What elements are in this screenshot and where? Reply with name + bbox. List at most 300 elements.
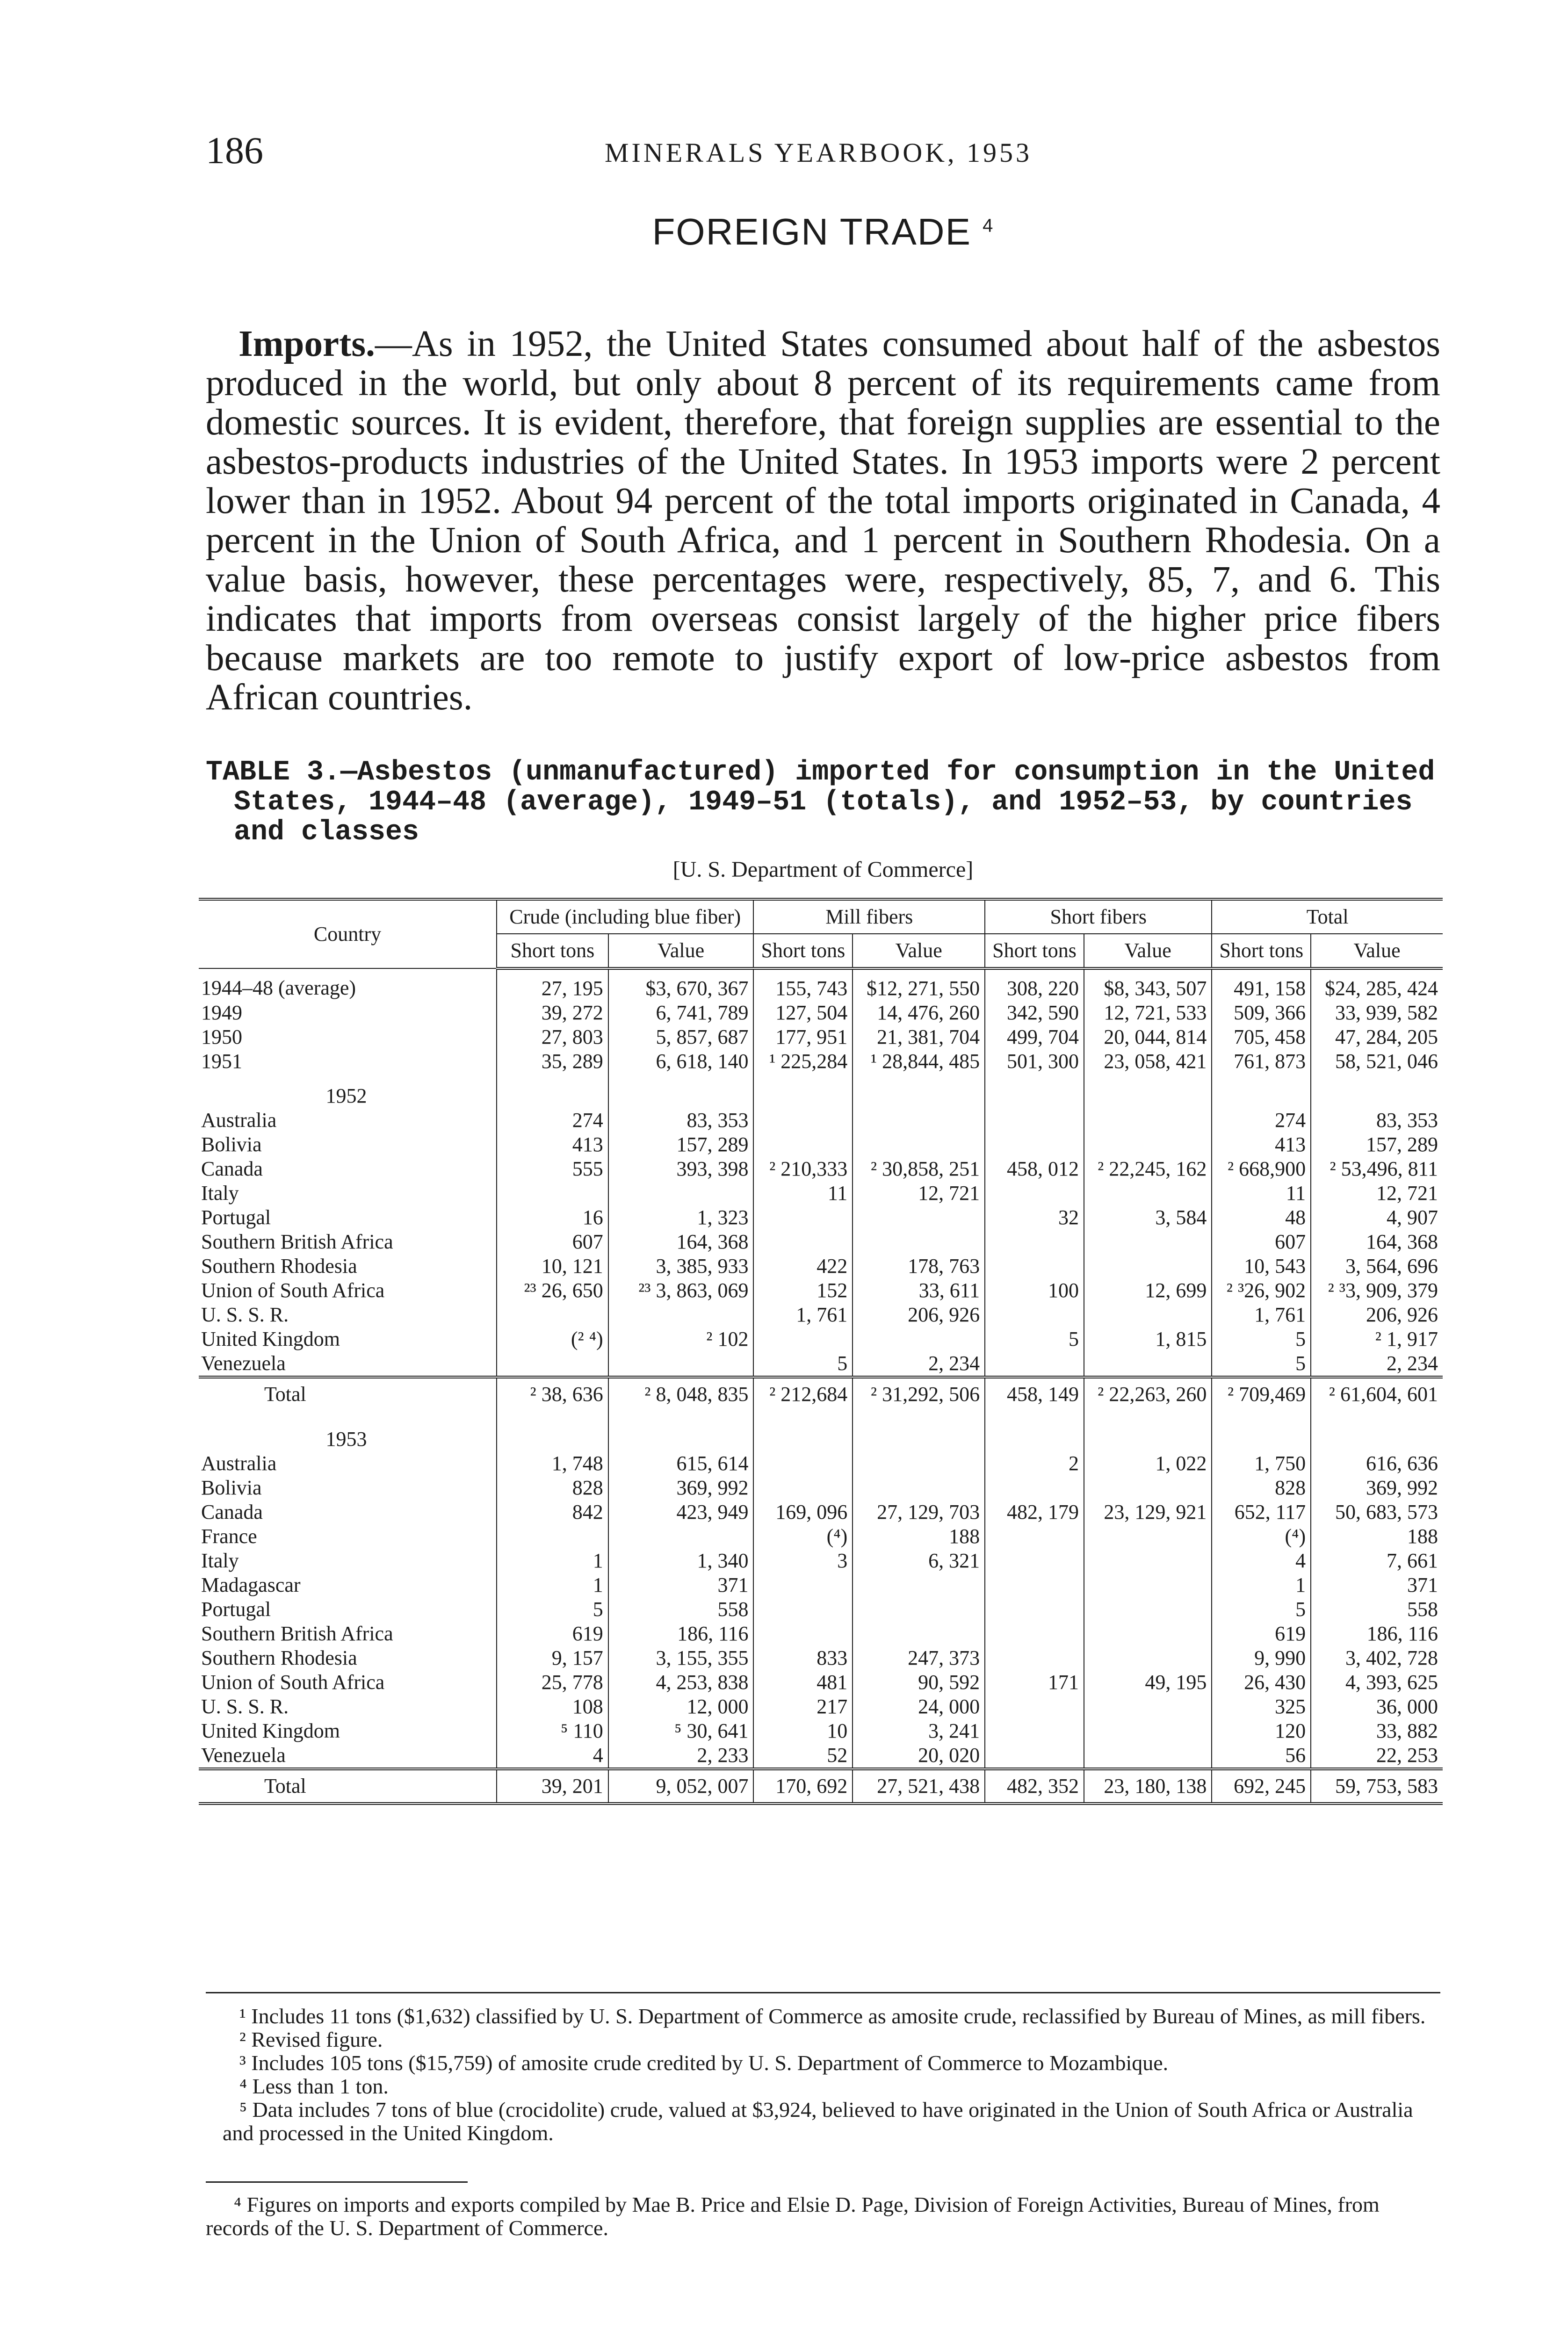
header-value: Value: [1311, 934, 1443, 968]
footnote: ⁴ Less than 1 ton.: [239, 2074, 389, 2098]
value-cell: 491, 158: [1212, 968, 1311, 1001]
value-cell: 274: [1212, 1108, 1311, 1133]
value-cell: 47, 284, 205: [1311, 1025, 1443, 1049]
value-cell: ² ³26, 902: [1212, 1278, 1311, 1303]
value-cell: $12, 271, 550: [853, 968, 985, 1001]
value-cell: 33, 611: [853, 1278, 985, 1303]
value-cell: [1311, 1417, 1443, 1451]
value-cell: 56: [1212, 1743, 1311, 1769]
value-cell: $3, 670, 367: [608, 968, 754, 1001]
country-cell: U. S. S. R.: [201, 1695, 289, 1718]
value-cell: [1084, 1303, 1212, 1327]
value-cell: [853, 1327, 985, 1351]
value-cell: 274: [497, 1108, 608, 1133]
country-cell: Total: [199, 1769, 497, 1804]
value-cell: 393, 398: [608, 1157, 754, 1181]
value-cell: 555: [497, 1157, 608, 1181]
country-cell: Union of South Africa: [201, 1671, 385, 1694]
table-row: [199, 1181, 1443, 1205]
value-cell: ² 709,469: [1212, 1377, 1311, 1410]
value-cell: 217: [753, 1695, 853, 1719]
footnote: ⁵ Data includes 7 tons of blue (crocidolite) crude, valued at $3,924, believed to have originated in the Union of South Africa or Australia and processed in the United Kingdom.: [223, 2098, 1413, 2145]
value-cell: 100: [985, 1278, 1084, 1303]
value-cell: 5, 857, 687: [608, 1025, 754, 1049]
country-cell: Southern British Africa: [201, 1230, 393, 1253]
value-cell: 186, 116: [608, 1622, 754, 1646]
country-cell: Madagascar: [201, 1573, 301, 1596]
value-cell: 23, 180, 138: [1084, 1769, 1212, 1804]
country-cell: 1949: [201, 1001, 242, 1024]
value-cell: [1084, 1695, 1212, 1719]
country-cell: 1944–48 (average): [201, 976, 356, 999]
table-row: [199, 1108, 1443, 1133]
value-cell: 33, 939, 582: [1311, 1001, 1443, 1025]
value-cell: [497, 1181, 608, 1205]
table-row: [199, 1670, 1443, 1695]
value-cell: 413: [497, 1133, 608, 1157]
value-cell: 308, 220: [985, 968, 1084, 1001]
value-cell: ² 61,604, 601: [1311, 1377, 1443, 1410]
country-cell: Southern Rhodesia: [201, 1646, 357, 1669]
header-group-short: Short fibers: [985, 899, 1212, 934]
value-cell: 27, 129, 703: [853, 1500, 985, 1524]
page-number: 186: [206, 129, 263, 172]
value-cell: 48: [1212, 1205, 1311, 1230]
value-cell: 342, 590: [985, 1001, 1084, 1025]
value-cell: 652, 117: [1212, 1500, 1311, 1524]
value-cell: 509, 366: [1212, 1001, 1311, 1025]
value-cell: [853, 1417, 985, 1451]
value-cell: [1084, 1719, 1212, 1743]
value-cell: 2, 233: [608, 1743, 754, 1769]
value-cell: 833: [753, 1646, 853, 1670]
year-group-row: [199, 1417, 1443, 1451]
value-cell: [985, 1549, 1084, 1573]
value-cell: 761, 873: [1212, 1049, 1311, 1074]
value-cell: 482, 179: [985, 1500, 1084, 1524]
value-cell: 1: [497, 1573, 608, 1597]
value-cell: [985, 1695, 1084, 1719]
value-cell: 6, 618, 140: [608, 1049, 754, 1074]
value-cell: 6, 321: [853, 1549, 985, 1573]
value-cell: [985, 1351, 1084, 1377]
value-cell: 705, 458: [1212, 1025, 1311, 1049]
value-cell: 9, 052, 007: [608, 1769, 754, 1804]
value-cell: 52: [753, 1743, 853, 1769]
value-cell: [1084, 1646, 1212, 1670]
value-cell: $8, 343, 507: [1084, 968, 1212, 1001]
value-cell: 23, 129, 921: [1084, 1500, 1212, 1524]
value-cell: 1: [497, 1549, 608, 1573]
value-cell: 50, 683, 573: [1311, 1500, 1443, 1524]
table-row: [199, 1025, 1443, 1049]
value-cell: 3, 402, 728: [1311, 1646, 1443, 1670]
table-row: [199, 1646, 1443, 1670]
table-row: [199, 1133, 1443, 1157]
value-cell: 6, 741, 789: [608, 1001, 754, 1025]
value-cell: 90, 592: [853, 1670, 985, 1695]
value-cell: [985, 1230, 1084, 1254]
value-cell: 481: [753, 1670, 853, 1695]
value-cell: [985, 1524, 1084, 1549]
section-heading: [206, 210, 1440, 253]
value-cell: [753, 1451, 853, 1476]
intro-text: —As in 1952, the United States consumed about half of the asbestos produced in the world, but only about 8 percent of its requirements came from domestic sources. It is evident, therefore, that foreign supplies are essential to the asbestos-products industries of the United States. In 1953 imports were 2 percent lower than in 1952. About 94 percent of the total imports originated in Canada, 4 percent in the Union of South Africa, and 1 percent in Southern Rhodesia. On a value basis, however, these percentages were, respectively, 85, 7, and 6. This indicates that imports from overseas consist largely of the higher price fibers because markets are too remote to justify export of low-price asbestos from African countries.: [206, 324, 1440, 718]
value-cell: [853, 1476, 985, 1500]
value-cell: 12, 699: [1084, 1278, 1212, 1303]
value-cell: [985, 1622, 1084, 1646]
page-footnote-text: ⁴ Figures on imports and exports compiled by Mae B. Price and Elsie D. Page, Division of Foreign Activities, Bureau of Mines, from records of the U. S. Department of Commerce.: [206, 2193, 1380, 2240]
value-cell: 155, 743: [753, 968, 853, 1001]
country-cell: U. S. S. R.: [201, 1303, 289, 1326]
table-row: [199, 1327, 1443, 1351]
value-cell: [853, 1205, 985, 1230]
value-cell: [1084, 1108, 1212, 1133]
value-cell: 39, 272: [497, 1001, 608, 1025]
value-cell: [985, 1476, 1084, 1500]
value-cell: [608, 1524, 754, 1549]
value-cell: 21, 381, 704: [853, 1025, 985, 1049]
value-cell: [985, 1181, 1084, 1205]
country-cell: United Kingdom: [201, 1328, 340, 1350]
spacer-cell: [853, 1410, 985, 1417]
value-cell: 120: [1212, 1719, 1311, 1743]
footnote-rule: [206, 1992, 1440, 1993]
value-cell: 619: [1212, 1622, 1311, 1646]
value-cell: 4, 253, 838: [608, 1670, 754, 1695]
table-row: [199, 1622, 1443, 1646]
value-cell: 1, 323: [608, 1205, 754, 1230]
value-cell: [985, 1417, 1084, 1451]
value-cell: [753, 1476, 853, 1500]
value-cell: 2: [985, 1451, 1084, 1476]
value-cell: [753, 1622, 853, 1646]
country-cell: Venezuela: [201, 1352, 286, 1375]
value-cell: 423, 949: [608, 1500, 754, 1524]
running-head: [206, 129, 1431, 180]
value-cell: 2, 234: [853, 1351, 985, 1377]
spacer-cell: [753, 1410, 853, 1417]
value-cell: 1, 815: [1084, 1327, 1212, 1351]
value-cell: 164, 368: [1311, 1230, 1443, 1254]
table-source: [U. S. Department of Commerce]: [672, 857, 974, 882]
value-cell: [1311, 1074, 1443, 1108]
value-cell: 482, 352: [985, 1769, 1084, 1804]
value-cell: 27, 195: [497, 968, 608, 1001]
value-cell: [1084, 1254, 1212, 1278]
value-cell: 607: [497, 1230, 608, 1254]
value-cell: [1084, 1133, 1212, 1157]
table-row: [199, 1451, 1443, 1476]
value-cell: [985, 1303, 1084, 1327]
value-cell: [1084, 1417, 1212, 1451]
footnote: ¹ Includes 11 tons ($1,632) classified by U. S. Department of Commerce as amosite crude, reclassified by Bureau of Mines, as mill fibers.: [239, 2004, 1426, 2028]
value-cell: 692, 245: [1212, 1769, 1311, 1804]
value-cell: 371: [608, 1573, 754, 1597]
value-cell: 1, 761: [753, 1303, 853, 1327]
table-row: [199, 1597, 1443, 1622]
value-cell: [985, 1743, 1084, 1769]
value-cell: 83, 353: [608, 1108, 754, 1133]
value-cell: 3: [753, 1549, 853, 1573]
value-cell: 3, 564, 696: [1311, 1254, 1443, 1278]
total-row: [199, 1769, 1443, 1804]
total-row: [199, 1377, 1443, 1410]
value-cell: 828: [1212, 1476, 1311, 1500]
value-cell: 5: [1212, 1327, 1311, 1351]
value-cell: 20, 020: [853, 1743, 985, 1769]
value-cell: 501, 300: [985, 1049, 1084, 1074]
running-title: MINERALS YEARBOOK, 1953: [604, 137, 1033, 168]
year-group-row: [199, 1074, 1443, 1108]
value-cell: 2, 234: [1311, 1351, 1443, 1377]
value-cell: [753, 1573, 853, 1597]
value-cell: 3, 155, 355: [608, 1646, 754, 1670]
value-cell: [1084, 1743, 1212, 1769]
value-cell: 24, 000: [853, 1695, 985, 1719]
table-row: [199, 1049, 1443, 1074]
value-cell: ² 668,900: [1212, 1157, 1311, 1181]
header-short-tons: Short tons: [753, 934, 853, 968]
value-cell: 12, 000: [608, 1695, 754, 1719]
spacer-cell: [199, 1410, 497, 1417]
value-cell: [608, 1074, 754, 1108]
value-cell: [1212, 1417, 1311, 1451]
value-cell: 828: [497, 1476, 608, 1500]
value-cell: 1, 748: [497, 1451, 608, 1476]
value-cell: 3, 241: [853, 1719, 985, 1743]
country-cell: Bolivia: [201, 1133, 262, 1156]
section-heading-text: FOREIGN TRADE: [652, 211, 971, 253]
value-cell: [1084, 1181, 1212, 1205]
value-cell: 157, 289: [608, 1133, 754, 1157]
value-cell: [753, 1074, 853, 1108]
value-cell: 458, 149: [985, 1377, 1084, 1410]
value-cell: 39, 201: [497, 1769, 608, 1804]
value-cell: 27, 521, 438: [853, 1769, 985, 1804]
value-cell: [1084, 1476, 1212, 1500]
value-cell: ² 8, 048, 835: [608, 1377, 754, 1410]
header-group-mill: Mill fibers: [753, 899, 985, 934]
value-cell: 12, 721, 533: [1084, 1001, 1212, 1025]
value-cell: ²³ 26, 650: [497, 1278, 608, 1303]
value-cell: 619: [497, 1622, 608, 1646]
country-cell: Canada: [201, 1501, 263, 1523]
value-cell: 12, 721: [853, 1181, 985, 1205]
value-cell: 23, 058, 421: [1084, 1049, 1212, 1074]
value-cell: 1: [1212, 1573, 1311, 1597]
value-cell: 206, 926: [853, 1303, 985, 1327]
intro-paragraph: [206, 325, 1440, 717]
value-cell: ² 30,858, 251: [853, 1157, 985, 1181]
spacer-cell: [1084, 1410, 1212, 1417]
header-short-tons: Short tons: [497, 934, 608, 968]
value-cell: 5: [1212, 1597, 1311, 1622]
value-cell: 3, 385, 933: [608, 1254, 754, 1278]
value-cell: 1, 340: [608, 1549, 754, 1573]
value-cell: [853, 1573, 985, 1597]
value-cell: 9, 157: [497, 1646, 608, 1670]
value-cell: 58, 521, 046: [1311, 1049, 1443, 1074]
country-cell: United Kingdom: [201, 1719, 340, 1742]
value-cell: ⁵ 30, 641: [608, 1719, 754, 1743]
spacer-cell: [497, 1410, 608, 1417]
value-cell: 371: [1311, 1573, 1443, 1597]
value-cell: 170, 692: [753, 1769, 853, 1804]
value-cell: [985, 1133, 1084, 1157]
value-cell: 49, 195: [1084, 1670, 1212, 1695]
value-cell: [985, 1254, 1084, 1278]
value-cell: [1084, 1351, 1212, 1377]
value-cell: 206, 926: [1311, 1303, 1443, 1327]
country-cell: France: [201, 1525, 257, 1548]
value-cell: 9, 990: [1212, 1646, 1311, 1670]
value-cell: [853, 1230, 985, 1254]
value-cell: 26, 430: [1212, 1670, 1311, 1695]
value-cell: 11: [753, 1181, 853, 1205]
page-footnote-rule: [206, 2181, 468, 2183]
value-cell: [1084, 1573, 1212, 1597]
value-cell: 32: [985, 1205, 1084, 1230]
country-cell: Portugal: [201, 1206, 271, 1229]
header-value: Value: [1084, 934, 1212, 968]
value-cell: ² 212,684: [753, 1377, 853, 1410]
header-short-tons: Short tons: [985, 934, 1084, 968]
country-cell: Italy: [201, 1182, 239, 1205]
value-cell: 4: [1212, 1549, 1311, 1573]
value-cell: ² ³3, 909, 379: [1311, 1278, 1443, 1303]
value-cell: [608, 1303, 754, 1327]
footnote: ² Revised figure.: [239, 2028, 383, 2051]
value-cell: [853, 1597, 985, 1622]
country-cell: 1951: [201, 1050, 242, 1073]
value-cell: 188: [853, 1524, 985, 1549]
value-cell: 499, 704: [985, 1025, 1084, 1049]
table-row: [199, 1719, 1443, 1743]
table-row: [199, 1303, 1443, 1327]
table-row: [199, 1254, 1443, 1278]
value-cell: (² ⁴): [497, 1327, 608, 1351]
table-caption-text: TABLE 3.—Asbestos (unmanufactured) imported for consumption in the United States, 1944–48 (average), 1949–51 (totals), and 1952–53, by countries and classes: [206, 757, 1435, 848]
value-cell: 4, 393, 625: [1311, 1670, 1443, 1695]
table-caption: [206, 758, 1440, 847]
value-cell: [753, 1230, 853, 1254]
value-cell: 5: [1212, 1351, 1311, 1377]
value-cell: (⁴): [1212, 1524, 1311, 1549]
value-cell: 607: [1212, 1230, 1311, 1254]
value-cell: [753, 1108, 853, 1133]
country-cell: Total: [199, 1377, 497, 1410]
value-cell: 7, 661: [1311, 1549, 1443, 1573]
value-cell: 369, 992: [608, 1476, 754, 1500]
value-cell: 369, 992: [1311, 1476, 1443, 1500]
value-cell: 458, 012: [985, 1157, 1084, 1181]
intro-lead: Imports.: [238, 324, 375, 364]
value-cell: 413: [1212, 1133, 1311, 1157]
value-cell: [608, 1181, 754, 1205]
value-cell: 1, 022: [1084, 1451, 1212, 1476]
value-cell: [1084, 1074, 1212, 1108]
page-footnote: [206, 2181, 1440, 2240]
value-cell: 1, 761: [1212, 1303, 1311, 1327]
value-cell: [985, 1573, 1084, 1597]
table-row: [199, 1205, 1443, 1230]
country-cell: Australia: [201, 1109, 277, 1132]
value-cell: [608, 1351, 754, 1377]
spacer-cell: [608, 1410, 754, 1417]
country-cell: 1953: [325, 1428, 367, 1450]
value-cell: [853, 1451, 985, 1476]
value-cell: [753, 1133, 853, 1157]
table-row: [199, 1500, 1443, 1524]
country-cell: Southern Rhodesia: [201, 1255, 357, 1277]
value-cell: 188: [1311, 1524, 1443, 1549]
value-cell: 842: [497, 1500, 608, 1524]
value-cell: [853, 1133, 985, 1157]
value-cell: 36, 000: [1311, 1695, 1443, 1719]
table-row: [199, 968, 1443, 1001]
table-row: [199, 1157, 1443, 1181]
table-footnotes: [206, 1992, 1440, 2145]
table-body: [199, 968, 1443, 1804]
value-cell: [497, 1074, 608, 1108]
value-cell: 558: [1311, 1597, 1443, 1622]
section-heading-note-mark: 4: [983, 215, 994, 236]
value-cell: 12, 721: [1311, 1181, 1443, 1205]
table-row: [199, 1351, 1443, 1377]
value-cell: [1084, 1549, 1212, 1573]
table-row: [199, 1573, 1443, 1597]
value-cell: [853, 1622, 985, 1646]
value-cell: [985, 1074, 1084, 1108]
spacer-row: [199, 1410, 1443, 1417]
value-cell: [1084, 1524, 1212, 1549]
value-cell: 616, 636: [1311, 1451, 1443, 1476]
value-cell: 5: [985, 1327, 1084, 1351]
value-cell: [753, 1417, 853, 1451]
value-cell: 1, 750: [1212, 1451, 1311, 1476]
value-cell: 25, 778: [497, 1670, 608, 1695]
value-cell: [853, 1108, 985, 1133]
value-cell: ¹ 28,844, 485: [853, 1049, 985, 1074]
value-cell: [1084, 1622, 1212, 1646]
value-cell: ¹ 225,284: [753, 1049, 853, 1074]
spacer-cell: [1311, 1410, 1443, 1417]
value-cell: [753, 1597, 853, 1622]
value-cell: 4, 907: [1311, 1205, 1443, 1230]
value-cell: [497, 1303, 608, 1327]
table-row: [199, 1695, 1443, 1719]
value-cell: 5: [753, 1351, 853, 1377]
header-value: Value: [853, 934, 985, 968]
imports-table: [199, 898, 1443, 1805]
table-row: [199, 1549, 1443, 1573]
country-cell: Venezuela: [201, 1744, 286, 1767]
value-cell: 10, 543: [1212, 1254, 1311, 1278]
value-cell: ² 102: [608, 1327, 754, 1351]
table-row: [199, 1001, 1443, 1025]
value-cell: $24, 285, 424: [1311, 968, 1443, 1001]
value-cell: ² 38, 636: [497, 1377, 608, 1410]
value-cell: [753, 1327, 853, 1351]
value-cell: ² 22,263, 260: [1084, 1377, 1212, 1410]
header-group-crude: Crude (including blue fiber): [497, 899, 753, 934]
value-cell: ⁵ 110: [497, 1719, 608, 1743]
value-cell: 164, 368: [608, 1230, 754, 1254]
header-group-total: Total: [1212, 899, 1443, 934]
value-cell: ² 1, 917: [1311, 1327, 1443, 1351]
value-cell: 177, 951: [753, 1025, 853, 1049]
